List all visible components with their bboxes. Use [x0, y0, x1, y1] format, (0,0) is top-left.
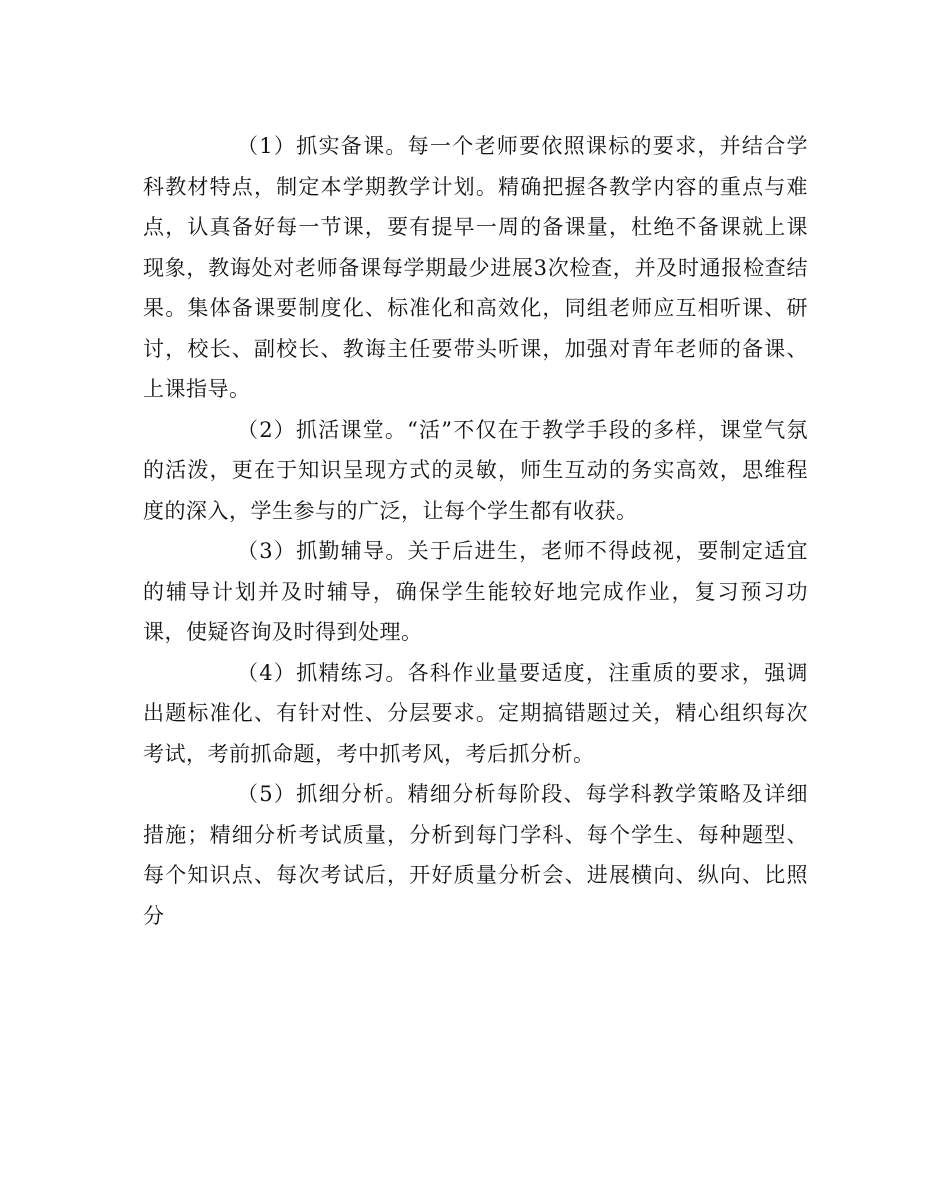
document-body	[143, 126, 808, 936]
paragraph-2: （2）抓活课堂。“活”不仅在于教学手段的多样，课堂气氛的活泼，更在于知识呈现方式的灵敏，师生互动的务实高效，思维程度的深入，学生参与的广泛，让每个学生都有收获。	[143, 417, 808, 523]
paragraph-5: （5）抓细分析。精细分析每阶段、每学科教学策略及详细措施；精细分析考试质量，分析到每门学科、每个学生、每种题型、每个知识点、每次考试后，开好质量分析会、进展横向、纵向、比照分	[143, 782, 808, 928]
paragraph-1: （1）抓实备课。每一个老师要依照课标的要求，并结合学科教材特点，制定本学期教学计划。精确把握各教学内容的重点与难点，认真备好每一节课，要有提早一周的备课量，杜绝不备课就上课现象，教诲处对老师备课每学期最少进展3次检查，并及时通报检查结果。集体备课要制度化、标准化和高效化，同组老师应互相听课、研讨，校长、副校长、教诲主任要带头听课，加强对青年老师的备课、上课指导。	[143, 134, 808, 401]
paragraph-3: （3）抓勤辅导。关于后进生，老师不得歧视，要制定适宜的辅导计划并及时辅导，确保学生能较好地完成作业，复习预习功课，使疑咨询及时得到处理。	[143, 539, 808, 644]
paragraph-4: （4）抓精练习。各科作业量要适度，注重质的要求，强调出题标准化、有针对性、分层要求。定期搞错题过关，精心组织每次考试，考前抓命题，考中抓考风，考后抓分析。	[143, 660, 808, 766]
